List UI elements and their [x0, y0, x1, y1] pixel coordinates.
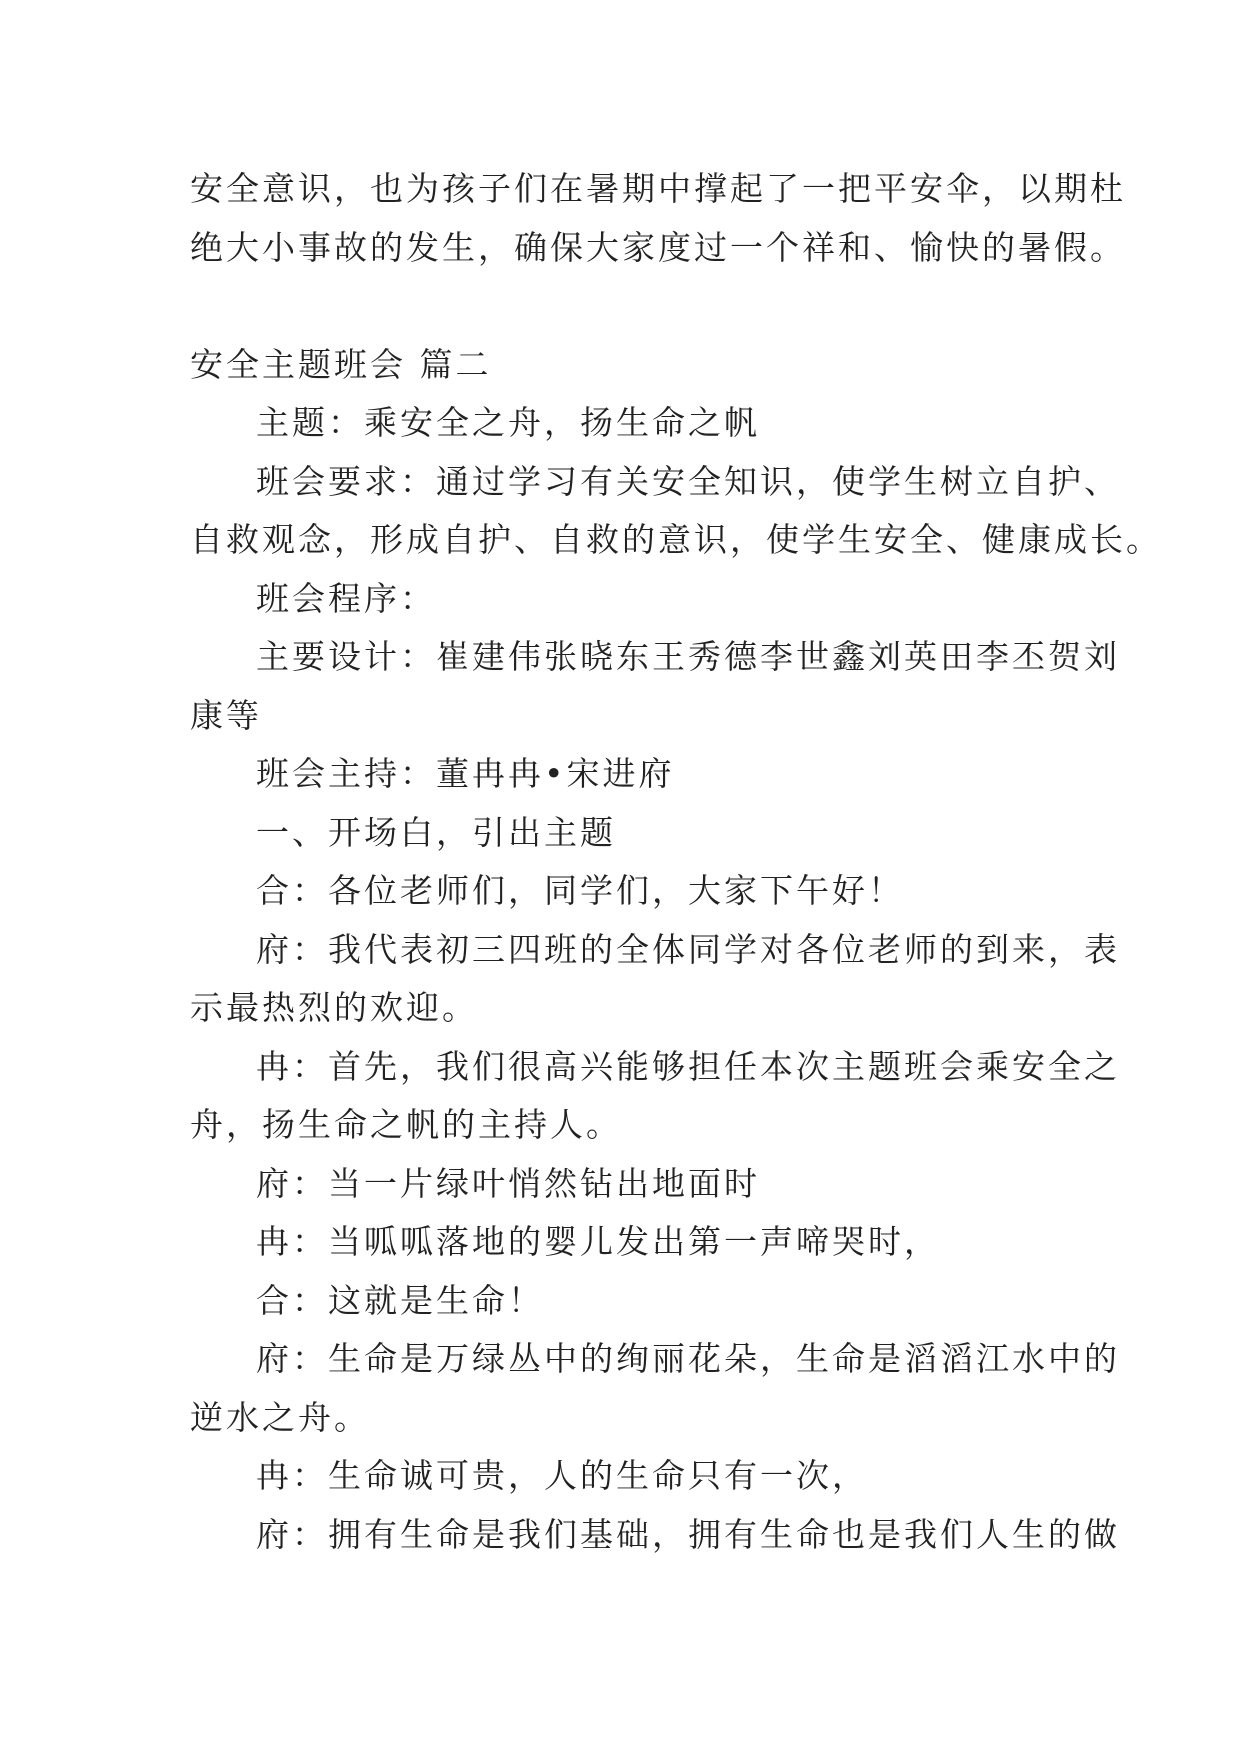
text-line: 绝大小事故的发生，确保大家度过一个祥和、愉快的暑假。: [190, 227, 1126, 267]
text-line: 班会要求：通过学习有关安全知识，使学生树立自护、: [256, 461, 1120, 501]
text-line: 合：各位老师们，同学们，大家下午好！: [256, 871, 904, 910]
text-line: 示最热烈的欢迎。: [190, 988, 478, 1027]
text-line: 府：当一片绿叶悄然钻出地面时: [256, 1163, 760, 1203]
text-line: 逆水之舟。: [190, 1397, 370, 1437]
section-heading: 安全主题班会 篇二: [190, 344, 492, 384]
text-line: 自救观念，形成自护、自救的意识，使学生安全、健康成长。: [190, 520, 1162, 559]
text-line: 府：我代表初三四班的全体同学对各位老师的到来，表: [256, 929, 1120, 969]
document-body: [190, 160, 1162, 1564]
text-line: 合：这就是生命！: [256, 1280, 544, 1320]
text-line: 班会程序：: [256, 578, 436, 618]
text-line: 府：拥有生命是我们基础，拥有生命也是我们人生的做: [256, 1514, 1120, 1554]
text-line: 班会主持：董冉冉•宋进府: [256, 754, 675, 793]
text-line: 舟，扬生命之帆的主持人。: [190, 1105, 622, 1144]
text-line: 府：生命是万绿丛中的绚丽花朵，生命是滔滔江水中的: [256, 1339, 1120, 1378]
text-line: 康等: [190, 695, 262, 735]
text-line: 冉：生命诚可贵，人的生命只有一次，: [256, 1456, 868, 1495]
text-line: 冉：首先，我们很高兴能够担任本次主题班会乘安全之: [256, 1046, 1120, 1086]
text-line: 主题：乘安全之舟，扬生命之帆: [256, 403, 760, 442]
paragraph-gap: [190, 277, 1070, 336]
text-line: 冉：当呱呱落地的婴儿发出第一声啼哭时，: [256, 1222, 940, 1261]
text-line: 主要设计：崔建伟张晓东王秀德李世鑫刘英田李丕贺刘: [256, 637, 1120, 676]
text-line: 一、开场白，引出主题: [256, 812, 616, 852]
text-line: 安全意识，也为孩子们在暑期中撑起了一把平安伞，以期杜: [190, 169, 1126, 208]
